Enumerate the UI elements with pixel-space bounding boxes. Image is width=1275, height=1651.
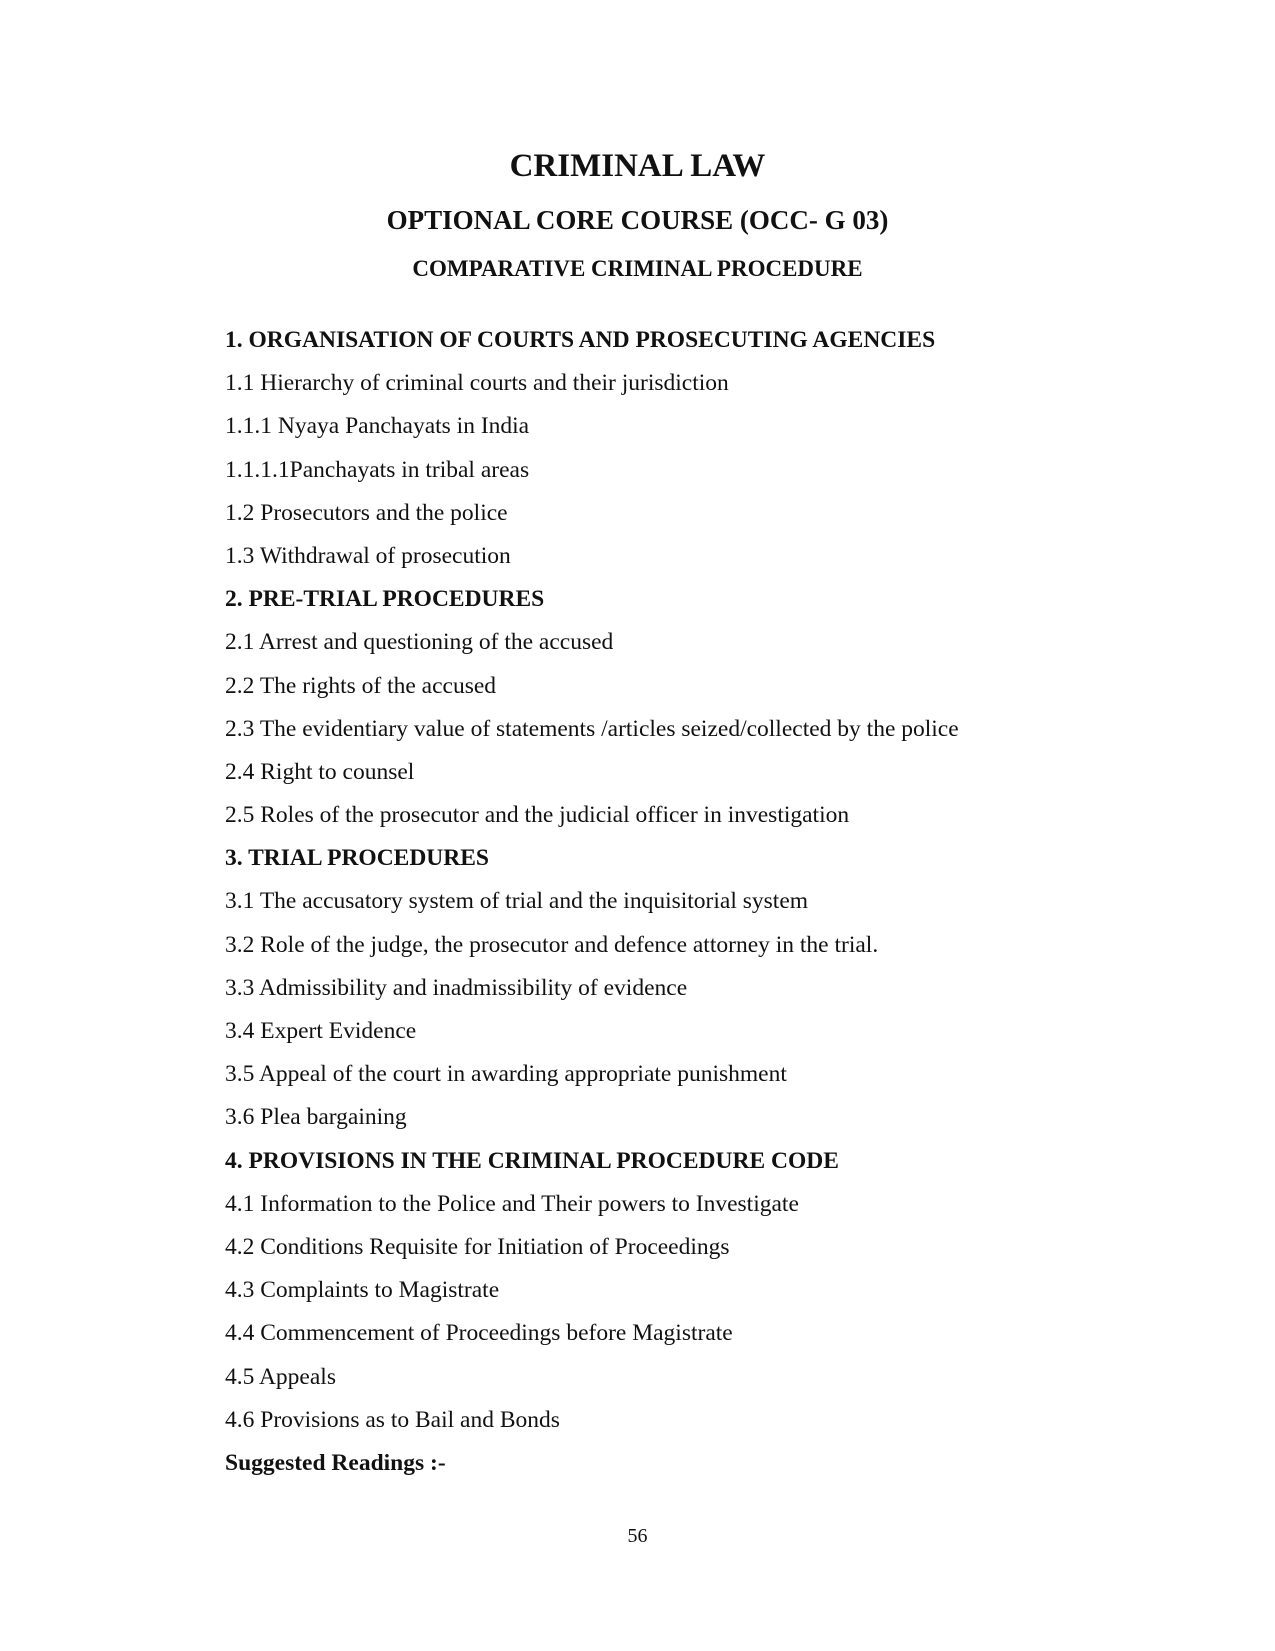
document-title: CRIMINAL LAW [509,148,766,184]
syllabus-item: 4.4 Commencement of Proceedings before Magistrate [225,1320,733,1347]
syllabus-item: 1.3 Withdrawal of prosecution [225,542,511,569]
syllabus-item: 1.1.1.1Panchayats in tribal areas [225,456,530,483]
syllabus-item: 1.1.1 Nyaya Panchayats in India [225,413,530,440]
syllabus-item: 1.2 Prosecutors and the police [225,499,508,526]
subject-title: COMPARATIVE CRIMINAL PROCEDURE [412,256,863,281]
syllabus-item: 3.3 Admissibility and inadmissibility of evidence [225,974,688,1001]
syllabus-item: 3.2 Role of the judge, the prosecutor and defence attorney in the trial. [225,931,879,958]
syllabus-content [225,326,1225,1492]
course-title: OPTIONAL CORE COURSE (OCC- G 03) [386,205,889,235]
section-heading: Suggested Readings :- [225,1449,446,1476]
syllabus-item: 4.6 Provisions as to Bail and Bonds [225,1406,560,1433]
syllabus-item: 1.1 Hierarchy of criminal courts and their jurisdiction [225,370,729,397]
page-number: 56 [627,1525,648,1547]
syllabus-item: 2.4 Right to counsel [225,758,415,785]
syllabus-item: 2.5 Roles of the prosecutor and the judicial officer in investigation [225,802,850,829]
syllabus-item: 2.3 The evidentiary value of statements /articles seized/collected by the police [225,715,959,742]
section-heading: 2. PRE-TRIAL PROCEDURES [225,586,545,613]
syllabus-item: 4.3 Complaints to Magistrate [225,1277,500,1304]
syllabus-item: 4.5 Appeals [225,1363,336,1390]
syllabus-item: 3.6 Plea bargaining [225,1104,407,1131]
syllabus-item: 3.1 The accusatory system of trial and the inquisitorial system [225,888,809,915]
syllabus-item: 3.5 Appeal of the court in awarding appropriate punishment [225,1061,787,1088]
section-heading: 4. PROVISIONS IN THE CRIMINAL PROCEDURE CODE [225,1147,839,1174]
section-heading: 1. ORGANISATION OF COURTS AND PROSECUTING AGENCIES [225,327,936,353]
syllabus-item: 4.1 Information to the Police and Their powers to Investigate [225,1190,799,1217]
syllabus-item: 4.2 Conditions Requisite for Initiation of Proceedings [225,1233,730,1260]
syllabus-item: 3.4 Expert Evidence [225,1018,417,1044]
syllabus-item: 2.1 Arrest and questioning of the accused [225,629,614,656]
section-heading: 3. TRIAL PROCEDURES [225,845,489,872]
syllabus-item: 2.2 The rights of the accused [225,672,497,699]
